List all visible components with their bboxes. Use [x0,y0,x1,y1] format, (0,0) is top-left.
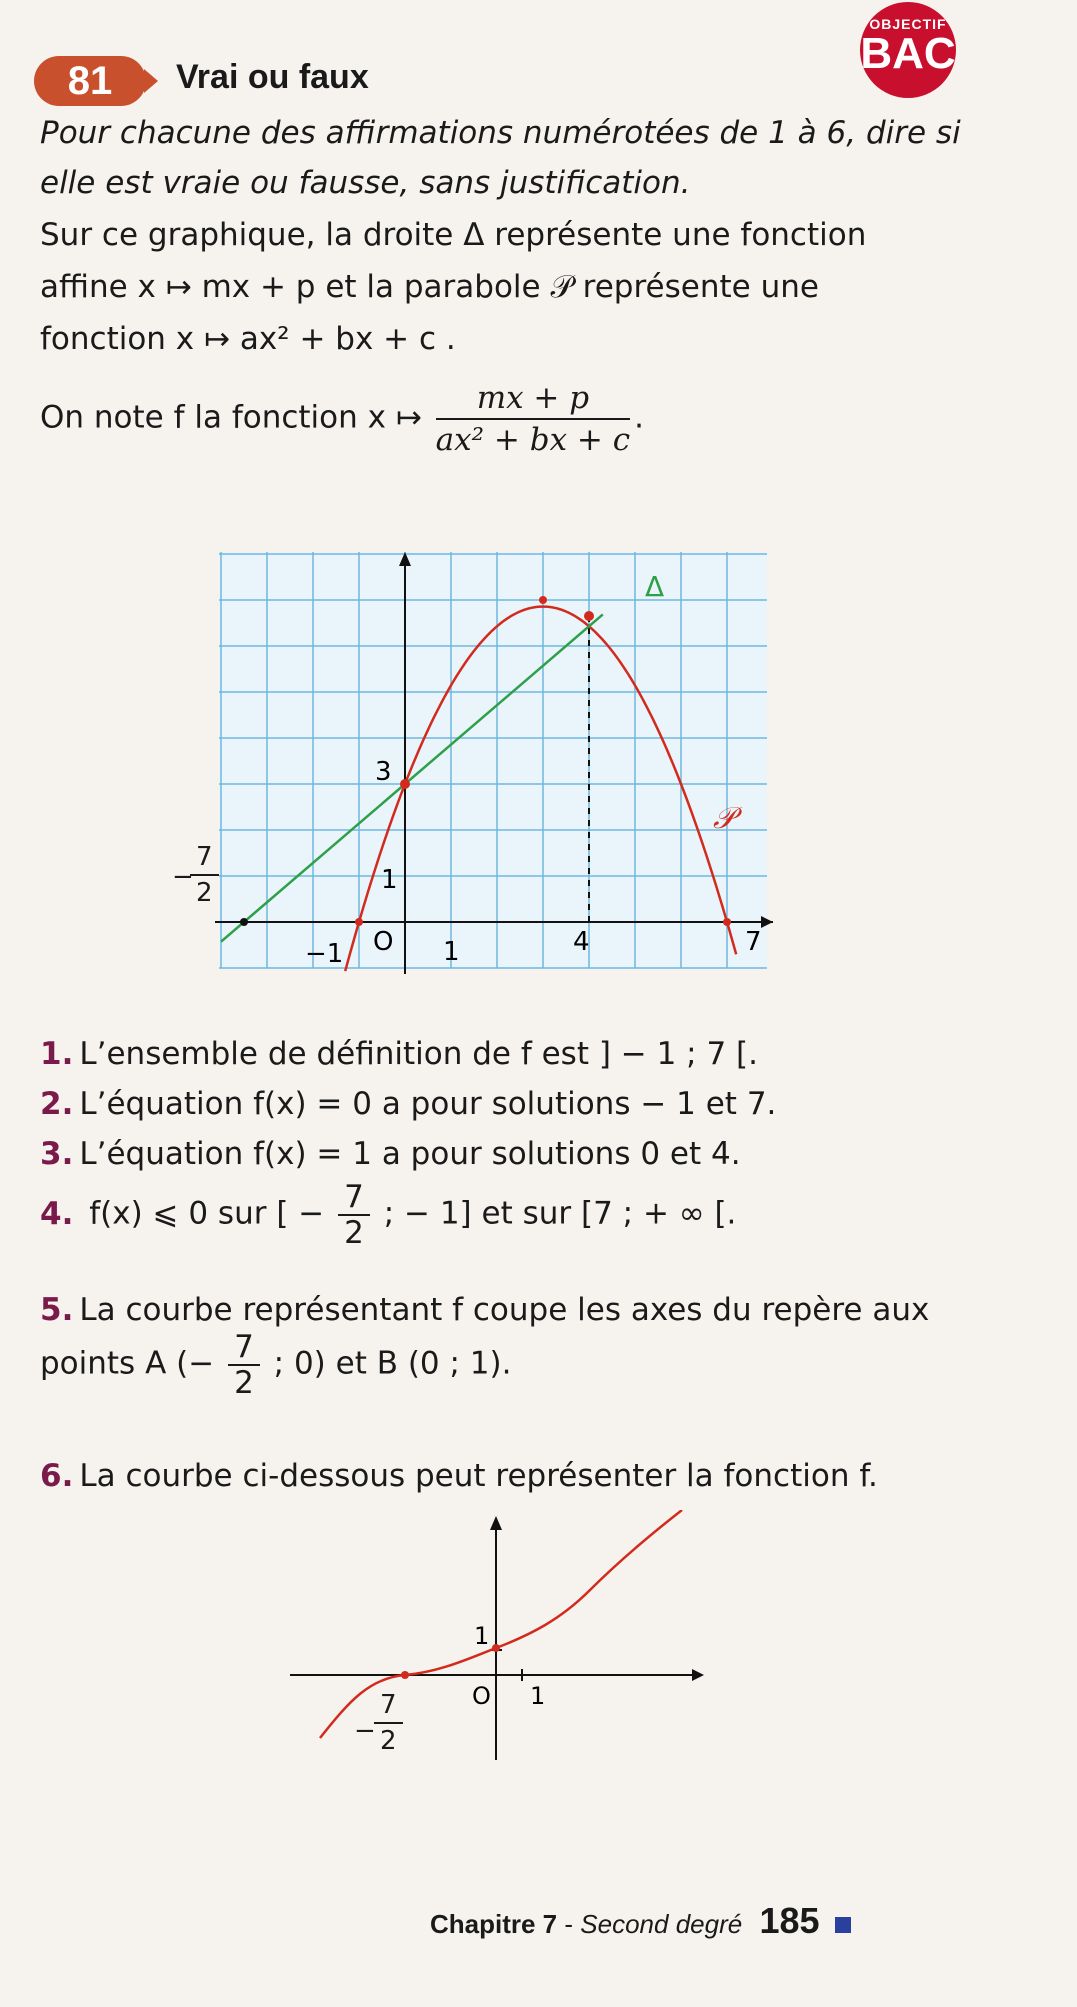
statement-text: L’équation f(x) = 1 a pour solutions 0 et 4. [79,1136,741,1172]
page-footer [430,1900,851,1942]
function-fraction [436,378,630,460]
statement-text: La courbe ci-dessous peut représenter la fonction f. [79,1458,878,1494]
graph-line-parabola [215,548,775,978]
chapter-subject: Second degré [580,1909,743,1939]
graph-background [219,552,767,968]
fraction-numerator: 7 [338,1180,370,1216]
y-axis-arrow [490,1516,502,1530]
minus-sign: − [172,862,194,892]
statement-5 [40,1292,1050,1328]
graph-candidate-curve [290,1510,710,1770]
statement-2 [40,1086,1050,1122]
statement-number: 2. [40,1086,74,1122]
x-axis-arrow [692,1669,704,1681]
x-label-neg1: −1 [305,939,344,969]
objectif-bac-badge [860,2,956,98]
statement-4 [40,1180,1050,1250]
statement-text-post: ; 0) et B (0 ; 1). [273,1345,512,1382]
statement-number: 4. [40,1195,74,1232]
statement-number: 5. [40,1292,74,1328]
statement-1 [40,1036,1050,1072]
y-label-1: 1 [474,1622,490,1650]
x-label-4: 4 [573,927,590,957]
exercise-number-badge [34,56,146,106]
delta-label: Δ [645,570,665,603]
fraction-numerator: 7 [374,1688,403,1724]
statement-number: 1. [40,1036,74,1072]
intro-line-5: fonction x ↦ ax² + bx + c . [40,321,456,357]
statement-5-line2 [40,1330,1050,1400]
page-number: 185 [759,1900,820,1941]
period: . [634,399,644,436]
y-label-3: 3 [375,757,392,787]
minus-sign: − [354,1716,376,1746]
point-neg1 [355,918,363,926]
intro-line-6 [40,378,1040,460]
fraction-7-2 [228,1330,260,1400]
point-neg7-2 [240,918,248,926]
exercise-title: Vrai ou faux [176,58,369,96]
exercise-number: 81 [67,58,113,103]
parabola-label: 𝒫 [713,801,735,836]
intro-line-4: affine x ↦ mx + p et la parabole 𝒫 représente une [40,269,819,305]
y-label-1: 1 [381,865,398,895]
intro-line-1: Pour chacune des affirmations numérotées de 1 à 6, dire si [40,115,961,151]
statement-text-pre: points A (− [40,1345,215,1382]
point-4 [584,611,594,621]
statement-text: L’ensemble de définition de f est ] − 1 ; 7 [. [79,1036,758,1072]
statement-text-line1: La courbe représentant f coupe les axes du repère aux [79,1292,930,1328]
origin-label: O [472,1682,491,1710]
chapter-label: Chapitre 7 [430,1909,558,1939]
point-7 [723,918,731,926]
point-B [492,1644,500,1652]
badge-top-text: OBJECTIF [869,16,947,32]
statement-text-pre: f(x) ⩽ 0 sur [ − [89,1195,325,1232]
fraction-denominator: 2 [234,1365,254,1401]
fraction-numerator: mx + p [436,378,630,420]
x-label-1: 1 [530,1682,546,1710]
badge-main-text: BAC [860,29,956,78]
intro-line-3: Sur ce graphique, la droite Δ représente une fonction [40,217,867,253]
fraction-7-2 [338,1180,370,1250]
statement-number: 3. [40,1136,74,1172]
x-label-neg-7-over-2 [354,1688,407,1758]
statement-text: L’équation f(x) = 0 a pour solutions − 1 et 7. [79,1086,777,1122]
x-label-1: 1 [443,937,460,967]
fraction-numerator: 7 [190,840,219,876]
x-label-7: 7 [745,927,762,957]
statement-6 [40,1458,1050,1494]
vertex-point [539,596,547,604]
separator: - [564,1909,574,1939]
point-0-3 [400,779,410,789]
fraction-denominator: 2 [380,1726,397,1756]
fraction-denominator: 2 [196,878,213,908]
intro-line-2: elle est vraie ou fausse, sans justification. [40,165,691,201]
fraction-numerator: 7 [228,1330,260,1366]
fraction-7-2 [374,1688,403,1758]
origin-label: O [373,927,394,957]
function-definition-prefix: On note f la fonction x ↦ [40,399,422,436]
fraction-denominator: ax² + bx + c [435,422,631,458]
statement-text-post: ; − 1] et sur [7 ; + ∞ [. [383,1195,737,1232]
fraction-denominator: 2 [344,1215,364,1251]
fraction-7-2 [190,840,219,910]
x-label-neg-7-over-2 [172,840,223,910]
point-A [401,1671,409,1679]
statement-3 [40,1136,1050,1172]
footer-square-icon [835,1917,851,1933]
statement-number: 6. [40,1458,74,1494]
